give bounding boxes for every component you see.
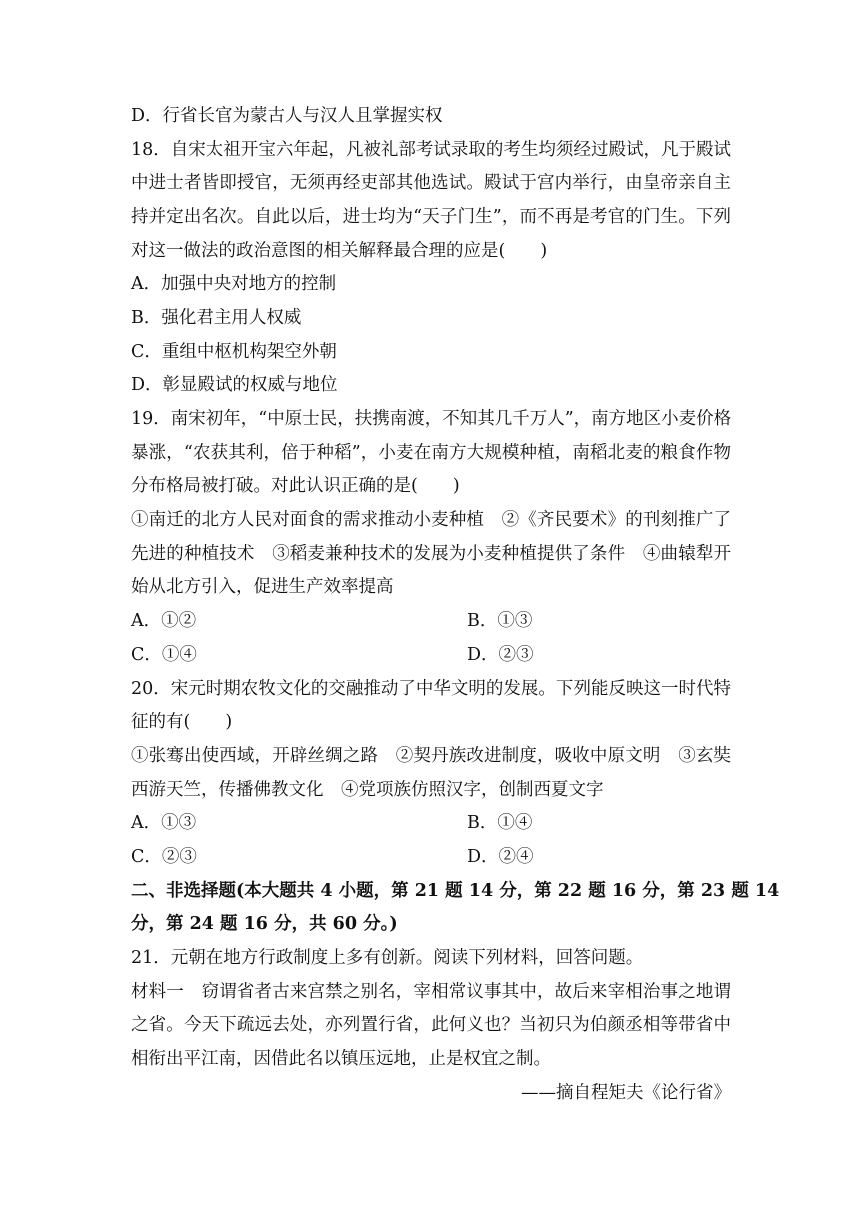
q18-stem-line: 对这一做法的政治意图的相关解释最合理的应是( ) [131,241,548,261]
q19-option-d: D．②③ [467,645,534,665]
q20-stem-line: 征的有( ) [131,712,233,732]
q19-statement-line: 先进的种植技术 ③稻麦兼种技术的发展为小麦种植提供了条件 ④曲辕犁开 [131,544,731,564]
q18-option-c: C．重组中枢机构架空外朝 [131,342,337,362]
q20-option-a: A．①③ [131,813,197,833]
q19-statement-line: 始从北方引入，促进生产效率提高 [131,577,394,597]
q21-material-line: 材料一 窃谓省者古来宫禁之别名，宰相常议事其中，故后来宰相治事之地谓 [131,982,731,1002]
q20-option-c: C．②③ [131,847,197,867]
q18-option-d: D．彰显殿试的权威与地位 [131,375,338,395]
q18-option-a: A．加强中央对地方的控制 [131,274,337,294]
q20-statement-line: 西游天竺，传播佛教文化 ④党项族仿照汉字，创制西夏文字 [131,780,604,800]
q18-option-b: B．强化君主用人权威 [131,308,302,328]
q21-stem: 21．元朝在地方行政制度上多有创新。阅读下列材料，回答问题。 [131,948,644,968]
q20-option-b: B．①④ [467,813,533,833]
q17-option-d: D．行省长官为蒙古人与汉人且掌握实权 [131,106,443,126]
q19-stem-line: 分布格局被打破。对此认识正确的是( ) [131,476,460,496]
section-heading-line: 二、非选择题(本大题共 4 小题，第 21 题 14 分，第 22 题 16 分，第 23 题 14 [131,881,780,901]
q20-option-d: D．②④ [467,847,534,867]
q21-material-line: 之省。今天下疏远去处，亦列置行省，此何义也？当初只为伯颜丞相等带省中 [131,1015,731,1035]
q19-option-b: B．①③ [467,611,533,631]
q19-option-a: A．①② [131,611,197,631]
q19-statement-line: ①南迁的北方人民对面食的需求推动小麦种植 ②《齐民要术》的刊刻推广了 [131,510,731,530]
section-heading-line: 分，第 24 题 16 分，共 60 分。) [131,914,398,934]
q20-statement-line: ①张骞出使西域，开辟丝绸之路 ②契丹族改进制度，吸收中原文明 ③玄奘 [131,746,731,766]
q20-stem-line: 20．宋元时期农牧文化的交融推动了中华文明的发展。下列能反映这一时代特 [131,679,731,699]
q19-stem-line: 暴涨，“农获其利，倍于种稻”，小麦在南方大规模种植，南稻北麦的粮食作物 [131,443,731,463]
q18-stem-line: 18．自宋太祖开宝六年起，凡被礼部考试录取的考生均须经过殿试，凡于殿试 [131,140,731,160]
q19-option-c: C．①④ [131,645,197,665]
q19-stem-line: 19．南宋初年，“中原士民，扶携南渡，不知其几千万人”，南方地区小麦价格 [131,409,732,429]
q18-stem-line: 中进士者皆即授官，无须再经吏部其他选试。殿试于宫内举行，由皇帝亲自主 [131,173,731,193]
q21-material-line: 相衔出平江南，因借此名以镇压远地，止是权宜之制。 [131,1049,551,1069]
q18-stem-line: 持并定出名次。自此以后，进士均为“天子门生”，而不再是考官的门生。下列 [131,207,731,227]
q21-source-citation: ——摘自程矩夫《论行省》 [521,1083,731,1103]
